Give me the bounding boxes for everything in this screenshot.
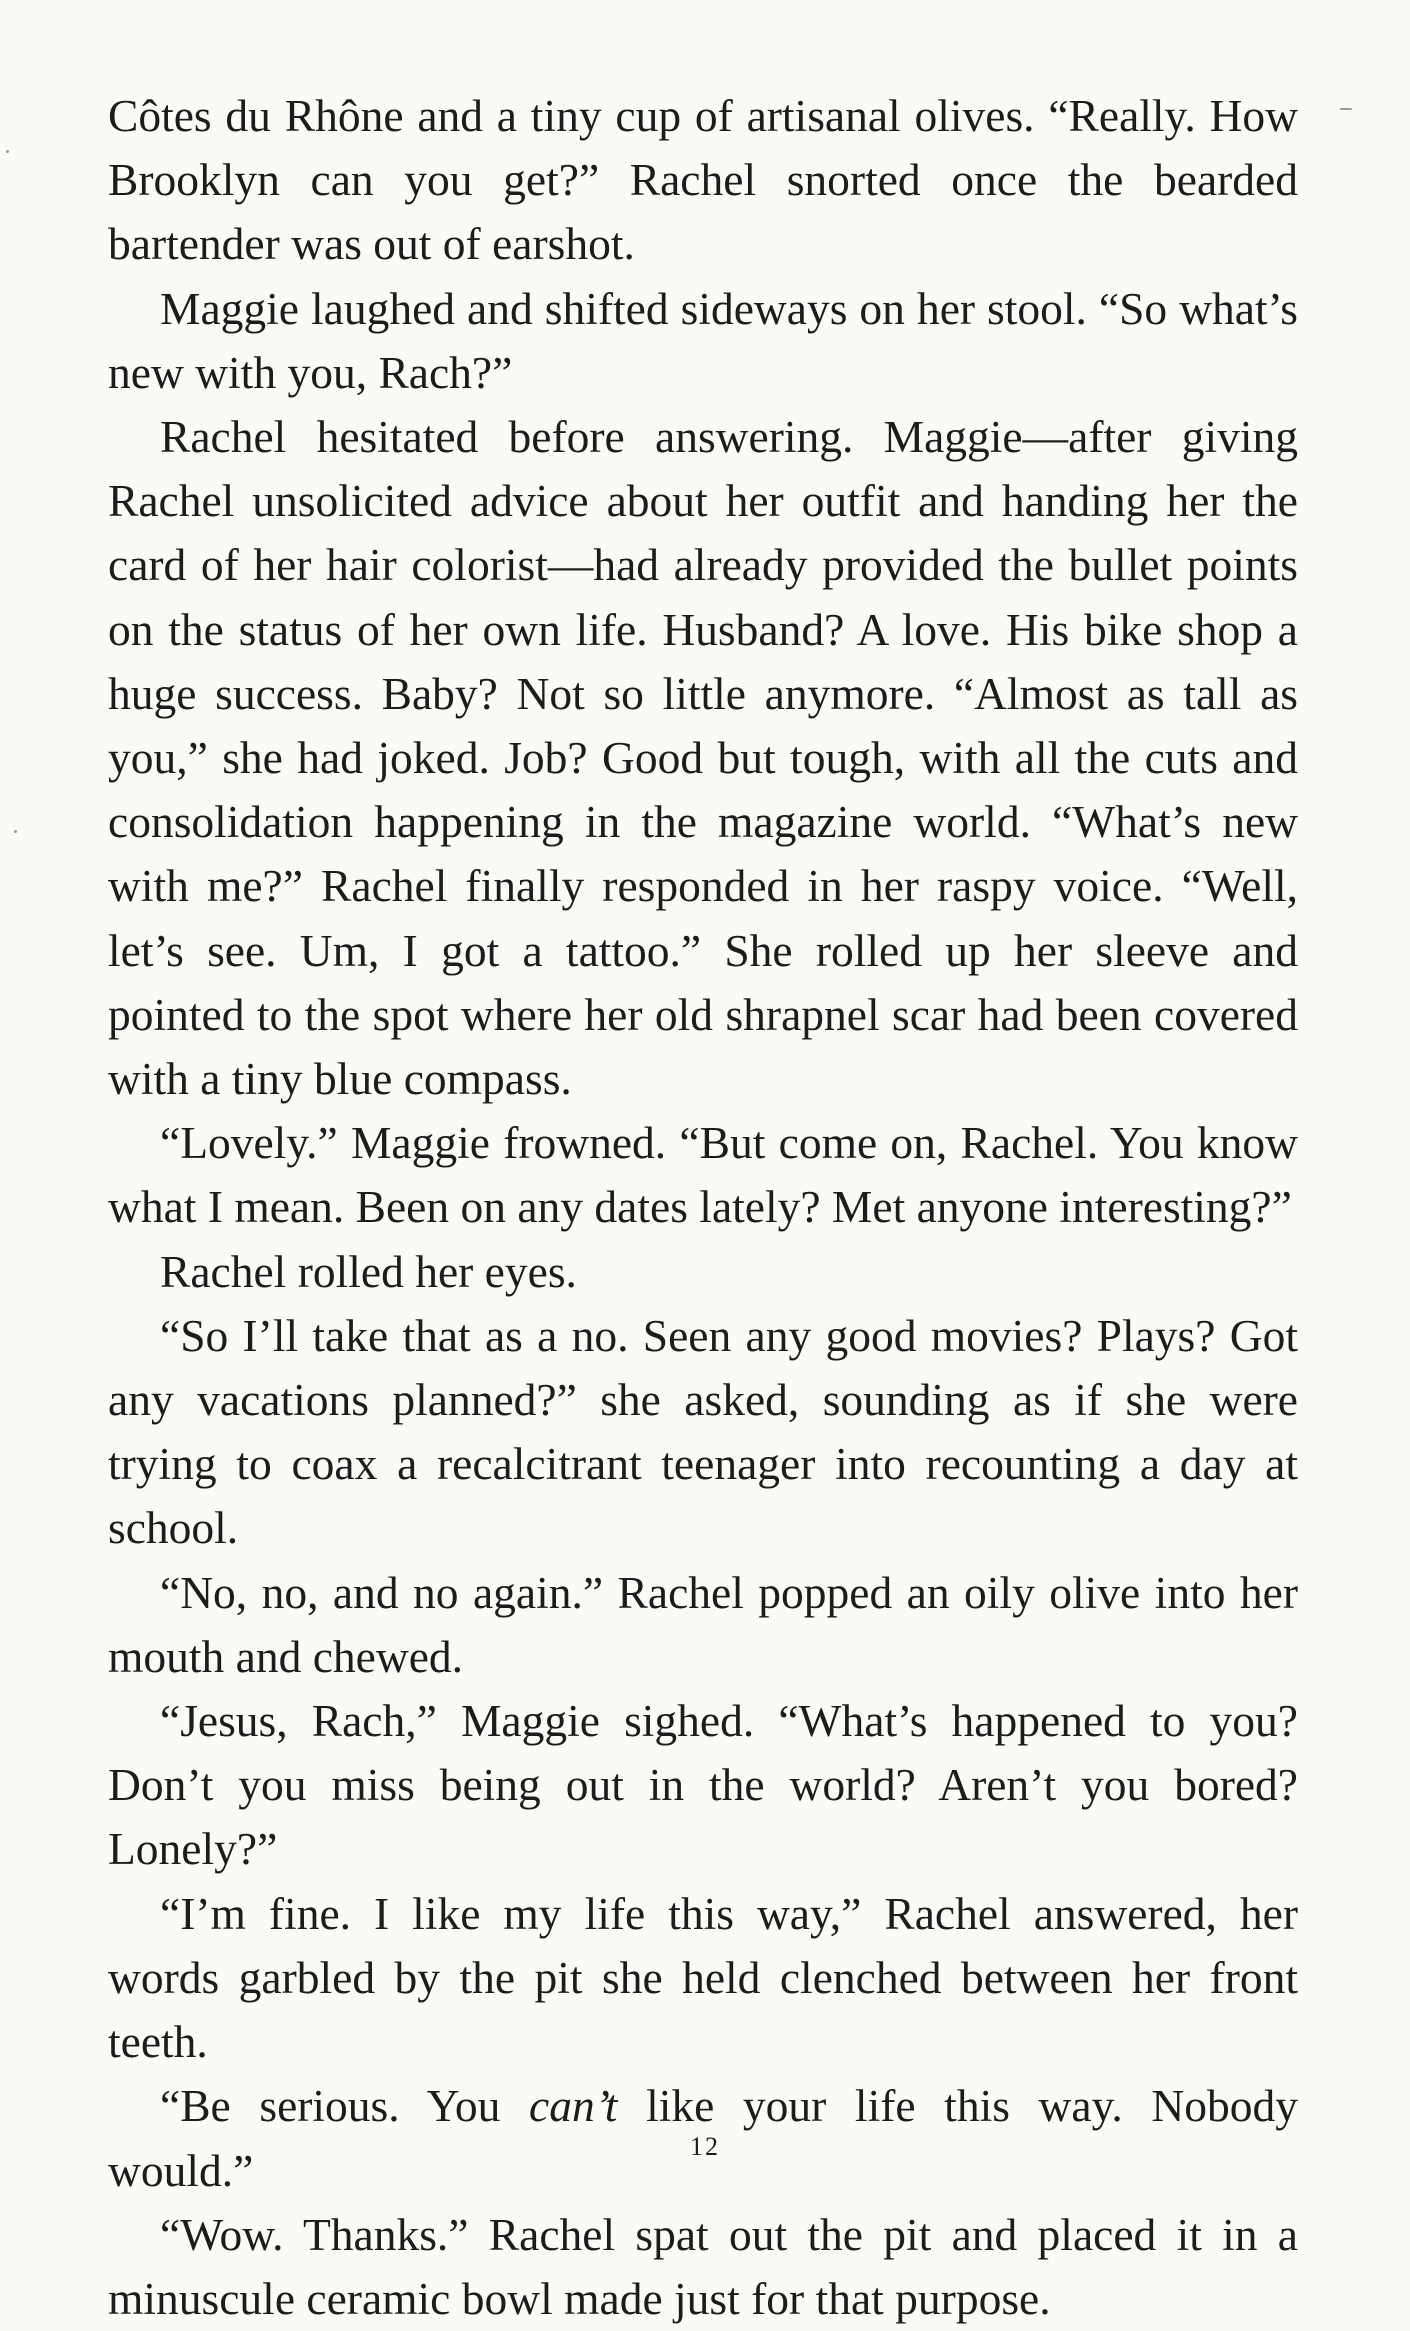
paragraph-5 [108,1240,1298,1304]
paragraph-3 [108,405,1298,1111]
paragraph-text: Rachel rolled her eyes. [160,1245,577,1297]
scan-speck [1340,108,1352,110]
paragraph-text: “I’m fine. I like my life this way,” Rachel answered, her words garbled by the pit she held clenched between her front teeth. [108,1887,1298,2068]
paragraph-9 [108,1882,1298,2075]
paragraph-text: “Wow. Thanks.” Rachel spat out the pit and placed it in a minuscule ceramic bowl made just for that purpose. [108,2208,1298,2324]
page-body [108,84,1298,2331]
paragraph-text: Maggie laughed and shifted sideways on her stool. “So what’s new with you, Rach?” [108,282,1298,398]
paragraph-11 [108,2203,1298,2331]
paragraph-text: Côtes du Rhône and a tiny cup of artisanal olives. “Really. How Brooklyn can you get?” Rachel snorted once the bearded bartender was out of earshot. [108,90,1298,270]
scan-speck [6,150,9,153]
paragraph-text: “No, no, and no again.” Rachel popped an oily olive into her mouth and chewed. [108,1566,1298,1682]
paragraph-text: “Lovely.” Maggie frowned. “But come on, Rachel. You know what I mean. Been on any dates lately? Met anyone interesting?” [108,1117,1298,1233]
scan-speck [14,830,17,833]
paragraph-7 [108,1561,1298,1689]
paragraph-6 [108,1304,1298,1561]
italic-emphasis: can’t [529,2080,618,2132]
paragraph-text: “Jesus, Rach,” Maggie sighed. “What’s happened to you? Don’t you miss being out in the world? Aren’t you bored? Lonely?” [108,1695,1298,1875]
paragraph-text: like your life this way. Nobody would.” [108,2080,1298,2196]
paragraph-2 [108,277,1298,405]
paragraph-1 [108,84,1298,277]
paragraph-text: Rachel hesitated before answering. Maggie—after giving Rachel unsolicited advice about her outfit and handing her the card of her hair colorist—had already provided the bullet points on the status of her own life. Husband? A love. His bike shop a huge success. Baby? Not so little anymore. “Almost as tall as you,” she had joked. Job? Good but tough, with all the cuts and consolidation happening in the magazine world. “What’s new with me?” Rachel finally responded in her raspy voice. “Well, let’s see. Um, I got a tattoo.” She rolled up her sleeve and pointed to the spot where her old shrapnel scar had been covered with a tiny blue compass. [108,411,1298,1105]
paragraph-text: “Be serious. You [160,2080,529,2132]
paragraph-4 [108,1111,1298,1239]
paragraph-text: “So I’ll take that as a no. Seen any good movies? Plays? Got any vacations planned?” she asked, sounding as if she were trying to coax a recalcitrant teenager into recounting a day at school. [108,1309,1298,1554]
page-number: 12 [690,2132,720,2161]
paragraph-8 [108,1689,1298,1882]
